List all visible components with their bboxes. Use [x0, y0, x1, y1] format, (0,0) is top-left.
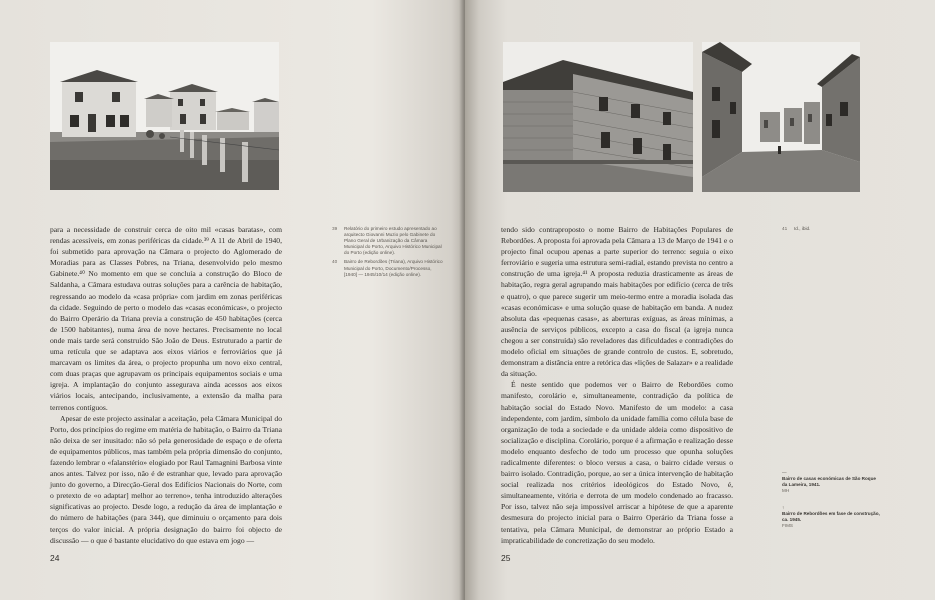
page-number-left: 24	[50, 553, 60, 563]
photo-rebordoes-street	[702, 42, 860, 192]
footnote-number: 40	[332, 259, 338, 265]
footnote	[332, 259, 444, 277]
footnote-text: Id., ibid.	[794, 226, 811, 231]
left-page	[0, 0, 465, 600]
footnote	[332, 226, 444, 256]
right-footnotes	[782, 226, 872, 235]
photo-caption	[782, 505, 882, 529]
left-footnotes	[332, 226, 444, 281]
photo-rebordoes-stone-house	[503, 42, 693, 192]
right-body-text	[501, 224, 733, 546]
photo-caption	[782, 470, 882, 494]
left-body-text	[50, 224, 282, 546]
caption-title: Bairro de casas económicas de São Roque da Lameira, 1941.	[782, 476, 876, 487]
paragraph: para a necessidade de construir cerca de oito mil «casas baratas», com rendas acessíveis, em zonas periféricas da cidade.³⁹ A 11 de Abril de 1940, foi submetido para aprovação na Câmara o projecto do Aglomerado de Moradias para as Classes Pobres, na Triana, desenvolvido pelo mesmo Gabinete.⁴⁰ No momento em que se concluía a construção do Bloco de Saldanha, a Câmara estudava outras soluções para a carência de habitação, regressando ao modelo da «casa própria» com jardim em zonas periféricas da cidade. Seguindo de perto o modelo das «casas económicas», o projecto do Bairro Operário da Triana previa a construção de 450 habitações (cerca de 1500 habitantes), numa área de nove hectares. Precisamente no local onde mais tarde será construído São João de Deus. Estruturado a partir de uma retícula que se adaptava aos eixos viários e ferroviários que já marcavam os limites da área, o projecto propunha um novo eixo central, com duas praças que agrupavam os principais equipamentos sociais e uma igreja. A implantação do conjunto assegurava ainda acessos aos eixos viários locais, antecipando, inclusivamente, a extensão da malha para terrenos contíguos.	[50, 225, 282, 412]
footnote-number: 41	[782, 226, 788, 231]
photo-houses-sao-roque	[50, 42, 279, 190]
footnote	[782, 226, 872, 232]
footnote-text: Bairro de Rebordões (Triana), Arquivo Histórico Municipal do Porto, Documento/Processo, [1940] — 1945/10/14 (edição online).	[344, 259, 443, 277]
caption-credit: FIMS	[782, 523, 793, 528]
footnote-number: 39	[332, 226, 338, 231]
footnote-text: Relatório do primeiro estudo apresentado ao arquitecto Giovanni Muzio pelo Gabinete do Plano Geral de Urbanização da Câmara Municipal do Porto, Arquivo Histórico Municipal do Porto (edição online).	[344, 226, 442, 256]
paragraph: É neste sentido que podemos ver o Bairro de Rebordões como manifesto, corolário e, simultaneamente, contradição da política de habitação social do Estado Novo. Manifesto de um modelo: a casa independente, com jardim, símbolo da unidade família como célula base de organização de toda a sociedade e da unidade aldeia como dispositivo de socialização e disciplina. Corolário, porque é a afirmação e realização desse modelo enquanto desfecho de todo um processo que opunha soluções radicalmente diferentes: o bloco versus a casa, o bairro cidade versus o bairro isolado. Contradição, porque, ao ser a única intervenção de habitação social realizada nos critérios ideológicos do Estado Novo, é, simultaneamente, vitória e derrota de um modelo condenado ao fracasso. Por isso, talvez não seja impossível arriscar a hipótese de que a aparente desmesura do projecto inicial para o Bairro Operário da Triana fosse a tentativa, pela Câmara Municipal, de demonstrar ao próprio Estado a impraticabilidade de concretização do seu modelo.	[501, 380, 733, 545]
paragraph: Apesar de este projecto assinalar a aceitação, pela Câmara Municipal do Porto, dos princípios do regime em matéria de habitação, o Bairro da Triana não deixa de ser inusitado: não só pela generosidade de espaço e de oferta de equipamentos públicos, mas também pela própria dimensão do conjunto, fazendo lembrar o «falanstério» elogiado por Raul Tamagnini Barbosa vinte anos antes. Talvez por isso, não é de estranhar que, levado para aprovação junto do governo, a Direcção-Geral dos Edifícios Nacionais do Norte, com o pretexto de «o adaptar] melhor ao terreno», tenha introduzido alterações significativas ao projecto. Desde logo, a redução da área de implantação e do número de habitações (para 344), que diminuiu o orçamento para dois terços do valor inicial. A própria designação do bairro foi objecto de discussão — o que é bastante elucidativo do que estava em jogo —	[50, 413, 282, 545]
caption-marker: ↑	[782, 505, 785, 510]
caption-credit: MH	[782, 488, 790, 493]
page-number-right: 25	[501, 553, 511, 563]
caption-title: Bairro de Rebordões em fase de construção, ca. 1945.	[782, 511, 880, 522]
paragraph: tendo sido contraproposto o nome Bairro de Habitações Populares de Rebordões. A proposta foi aprovada pela Câmara a 13 de Março de 1941 e o projecto final ocupou apenas a parte superior do terreno: seguia o eixo ferroviário e sugeria uma estrutura semi-radial, estando prevista no centro a construção de uma igreja.⁴¹ A proposta reduzia drasticamente as áreas de habitação, regra geral agrupando mais habitações por edifício (cerca de três e quatro), o que parece sugerir um meio-termo entre a moradia isolada das «casas económicas» e uma solução quase de habitação em banda. A nudez absoluta das «pequenas casas», as aberturas exíguas, as áreas mínimas, a ausência de serviços públicos, excepto a casa do fiscal (a igreja nunca chegou a ser construída) são reveladores das dificuldades e contradições do modelo oficial em situações de grande controlo de custos. E, sobretudo, demonstram a distância entre a retórica das «lições de Salazar» e a realidade da situação.	[501, 225, 733, 379]
caption-marker: —	[782, 470, 787, 475]
